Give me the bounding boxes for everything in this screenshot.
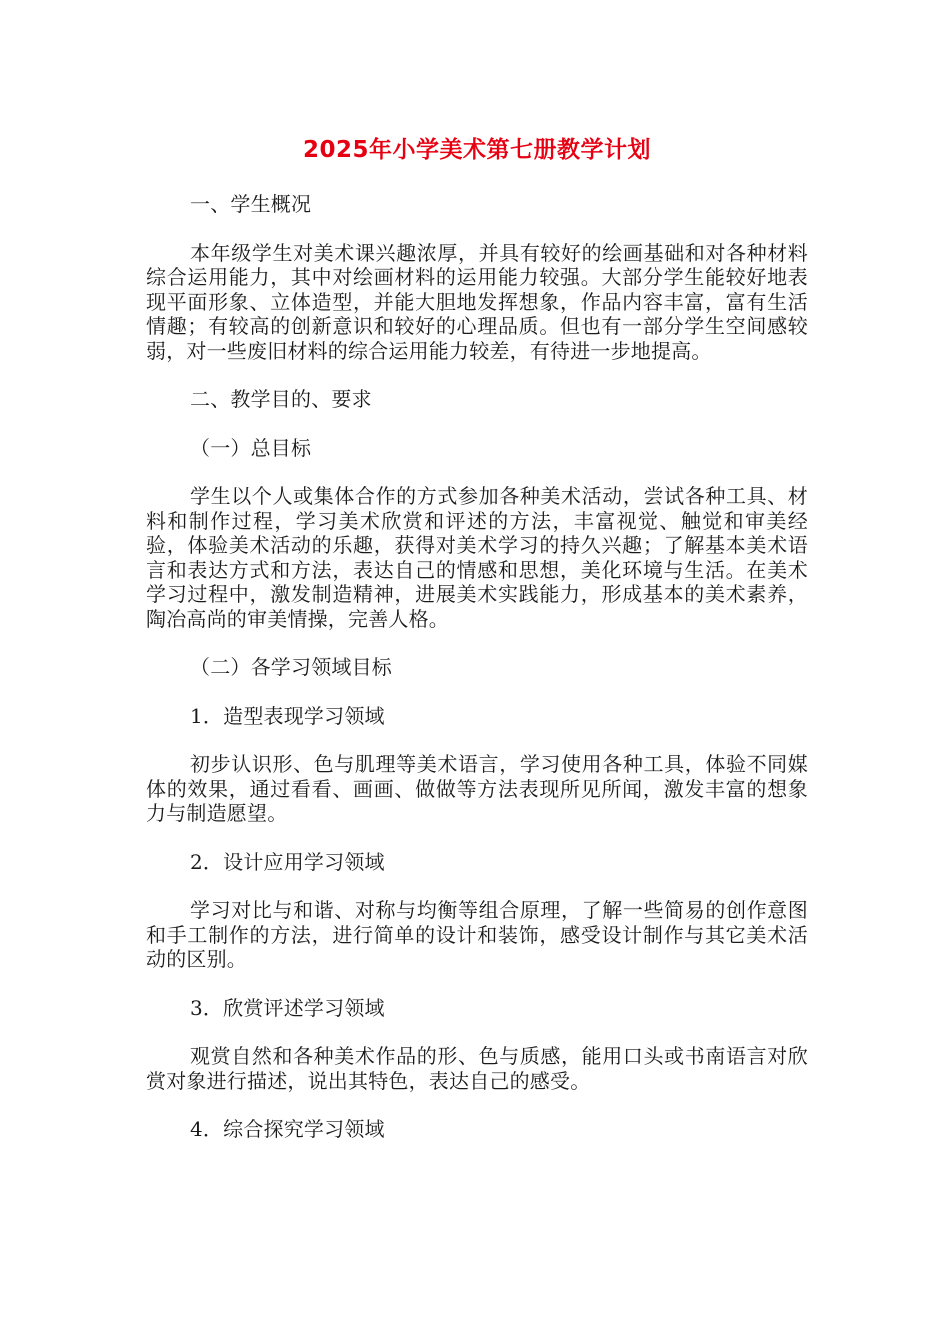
section-heading-student-overview: 一、学生概况 <box>190 192 312 216</box>
paragraph-student-overview: 本年级学生对美术课兴趣浓厚，并具有较好的绘画基础和对各种材料综合运用能力，其中对绘画材料的运用能力较强。大部分学生能较好地表现平面形象、立体造型，并能大胆地发挥想象，作品内容丰富，富有生活情趣；有较高的创新意识和较好的心理品质。但也有一部分学生空间感较弱，对一些废旧材料的综合运用能力较差，有待进一步地提高。 <box>146 240 808 363</box>
document-body <box>146 130 808 1166</box>
subheading-inquiry-domain: 4．综合探究学习领域 <box>190 1117 385 1141</box>
document-title: 2025年小学美术第七册教学计划 <box>302 137 651 163</box>
paragraph-design-domain: 学习对比与和谐、对称与均衡等组合原理，了解一些简易的创作意图和手工制作的方法，进行简单的设计和装饰，感受设计制作与其它美术活动的区别。 <box>146 898 808 971</box>
section-heading-teaching-goals: 二、教学目的、要求 <box>190 387 372 411</box>
paragraph-appreciation-domain: 观赏自然和各种美术作品的形、色与质感，能用口头或书南语言对欣赏对象进行描述，说出其特色，表达自己的感受。 <box>146 1044 808 1093</box>
paragraph-modeling-domain: 初步认识形、色与肌理等美术语言，学习使用各种工具，体验不同媒体的效果，通过看看、画画、做做等方法表现所见所闻，激发丰富的想象力与制造愿望。 <box>146 752 808 825</box>
subheading-modeling-domain: 1．造型表现学习领域 <box>190 703 385 728</box>
paragraph-overall-goal: 学生以个人或集体合作的方式参加各种美术活动，尝试各种工具、材料和制作过程，学习美术欣赏和评述的方法，丰富视觉、触觉和审美经验，体验美术活动的乐趣，获得对美术学习的持久兴趣；了解基本美术语言和表达方式和方法，表达自己的情感和思想，美化环境与生活。在美术学习过程中，激发制造精神，进展美术实践能力，形成基本的美术素养，陶冶高尚的审美情操，完善人格。 <box>146 484 808 631</box>
subheading-domain-goals: （二）各学习领域目标 <box>190 655 392 679</box>
subheading-appreciation-domain: 3．欣赏评述学习领域 <box>190 995 385 1020</box>
subheading-overall-goal: （一）总目标 <box>190 435 312 460</box>
subheading-design-domain: 2．设计应用学习领域 <box>190 849 385 874</box>
